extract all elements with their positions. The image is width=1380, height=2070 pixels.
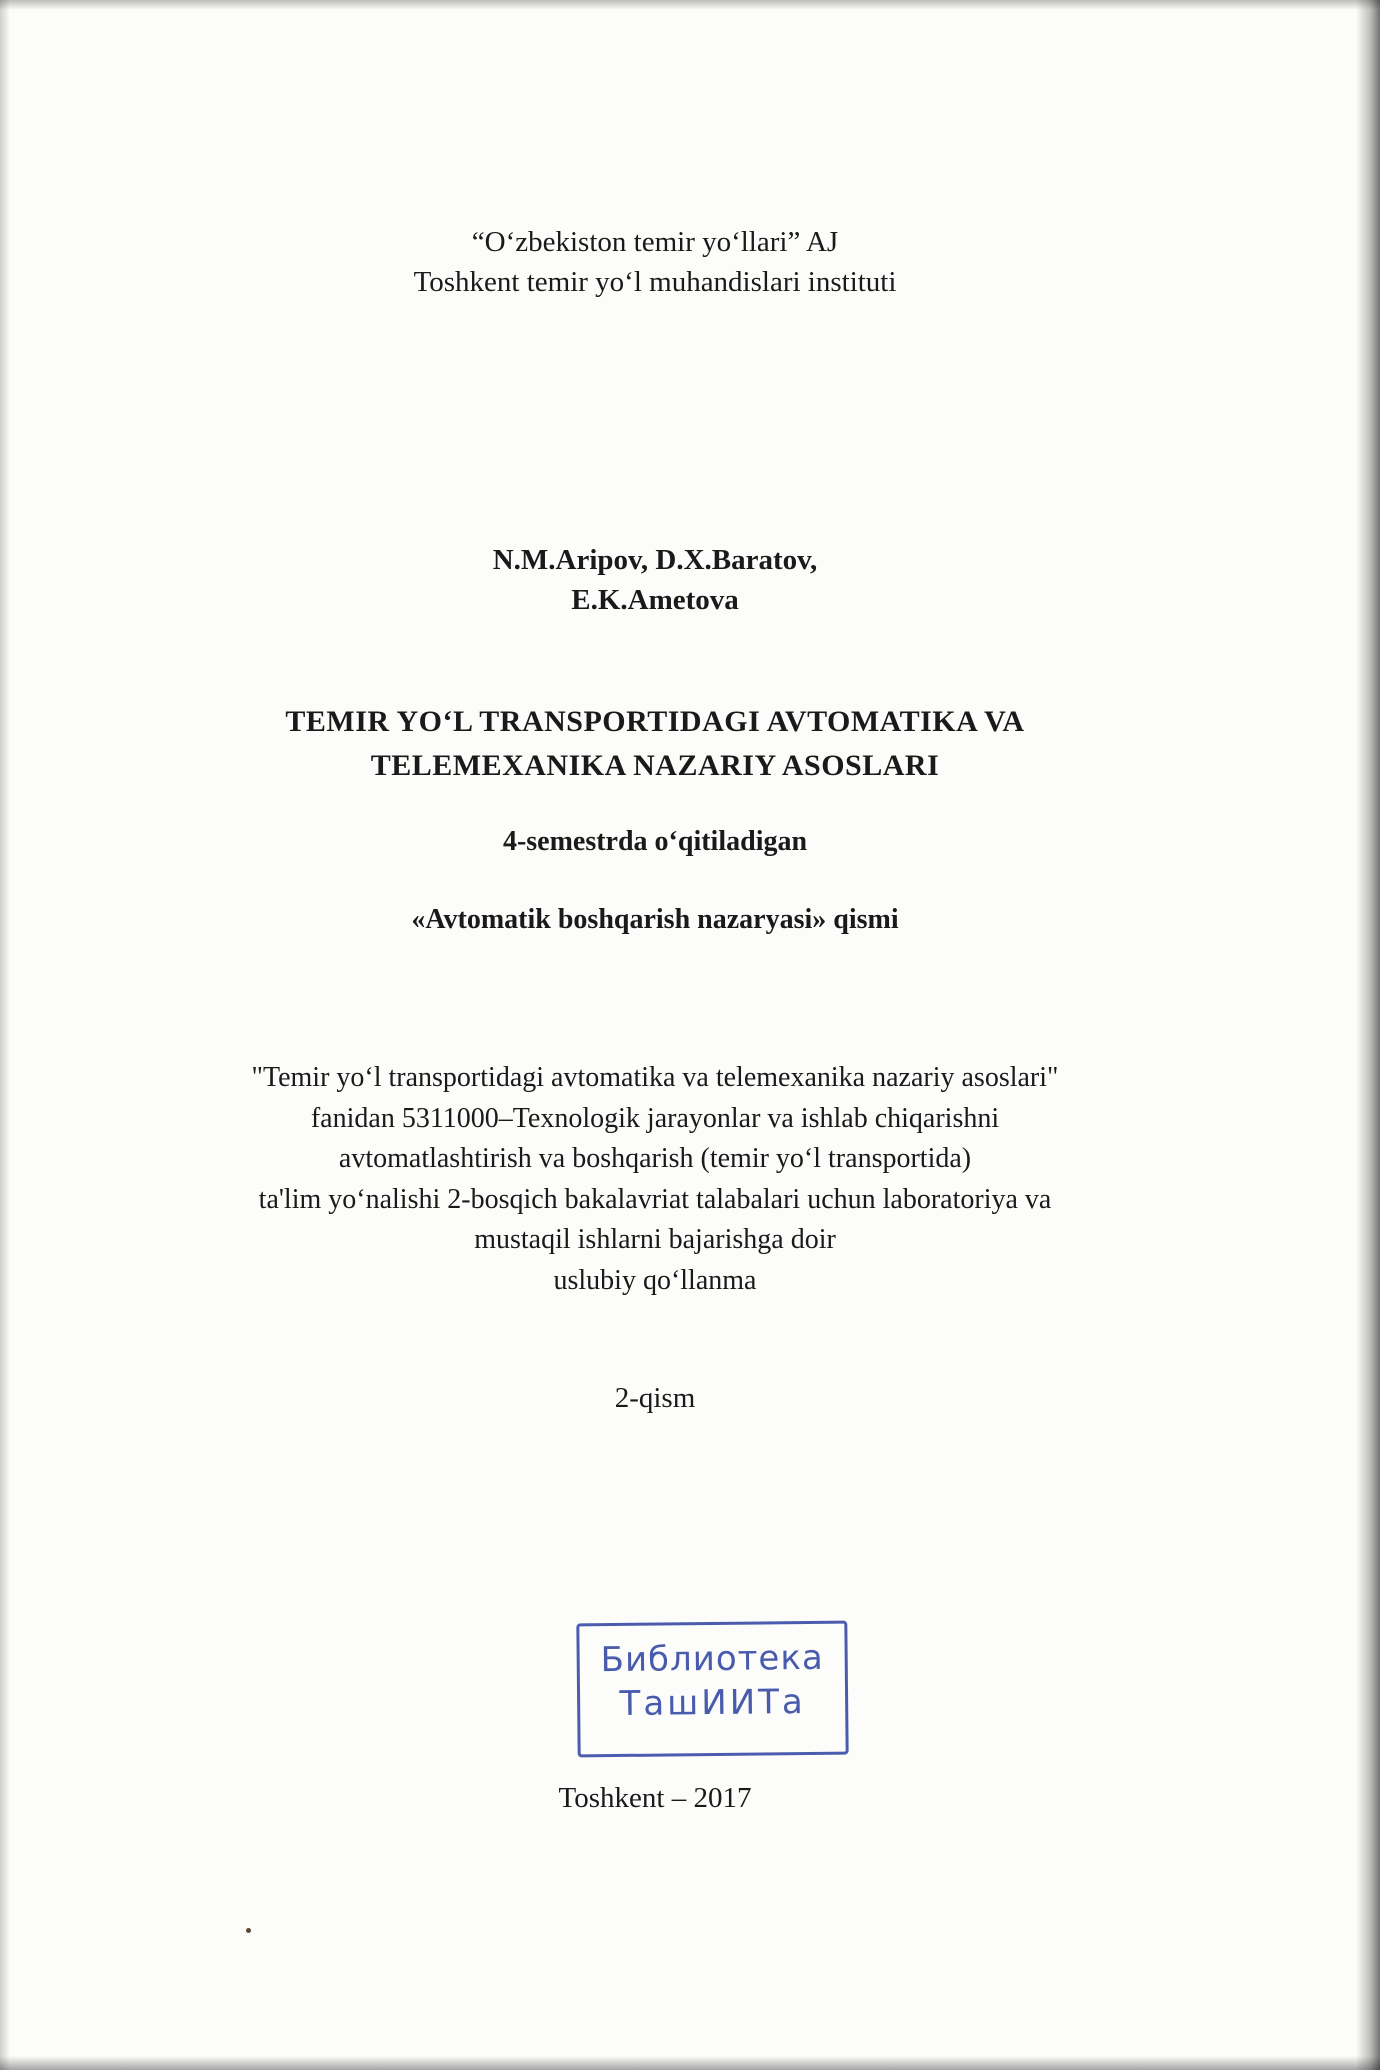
semester-text: 4-semestrda o‘qitiladigan bbox=[502, 826, 808, 857]
semester-note bbox=[0, 822, 1310, 862]
library-stamp bbox=[576, 1621, 848, 1758]
stamp-line-2: ТашИИТа bbox=[619, 1682, 806, 1724]
description-line: uslubiy qo‘llanma bbox=[553, 1264, 757, 1296]
description-line: fanidan 5311000–Texnologik jarayonlar va ishlab chiqarishni bbox=[310, 1102, 1000, 1134]
part-name bbox=[0, 900, 1310, 940]
scan-edge-top bbox=[0, 0, 1380, 10]
authors-line-2: E.K.Ametova bbox=[571, 584, 739, 616]
city-year-text: Toshkent – 2017 bbox=[558, 1782, 752, 1814]
book-title bbox=[0, 700, 1310, 788]
description-line: avtomatlashtirish va boshqarish (temir yo‘l transportida) bbox=[338, 1143, 972, 1174]
scan-edge-left bbox=[0, 0, 10, 2070]
description-line: "Temir yo‘l transportidagi avtomatika va telemexanika nazariy asoslari" bbox=[251, 1062, 1059, 1093]
scan-edge-bottom bbox=[0, 2056, 1380, 2070]
scan-speck bbox=[246, 1928, 251, 1933]
part-name-text: «Avtomatik boshqarish nazaryasi» qismi bbox=[411, 904, 899, 935]
description bbox=[0, 1058, 1310, 1301]
scan-edge-right bbox=[1356, 0, 1380, 2070]
volume-text: 2-qism bbox=[614, 1382, 696, 1414]
authors-line-1: N.M.Aripov, D.X.Baratov, bbox=[492, 544, 818, 576]
organization-line-2: Toshkent temir yo‘l muhandislari instituti bbox=[413, 266, 897, 298]
city-year bbox=[0, 1778, 1310, 1818]
description-line: ta'lim yo‘nalishi 2-bosqich bakalavriat talabalari uchun laboratoriya va bbox=[258, 1183, 1052, 1215]
organization-line-1: “O‘zbekiston temir yo‘llari” AJ bbox=[471, 226, 839, 258]
description-line: mustaqil ishlarni bajarishga doir bbox=[474, 1224, 836, 1255]
authors bbox=[0, 540, 1310, 620]
book-title-line-1: TEMIR YO‘L TRANSPORTIDAGI AVTOMATIKA VA bbox=[285, 705, 1025, 738]
organization-header bbox=[0, 222, 1310, 302]
book-title-line-2: TELEMEXANIKA NAZARIY ASOSLARI bbox=[370, 749, 940, 782]
volume-label bbox=[0, 1378, 1310, 1418]
stamp-line-1: Библиотека bbox=[600, 1637, 824, 1681]
